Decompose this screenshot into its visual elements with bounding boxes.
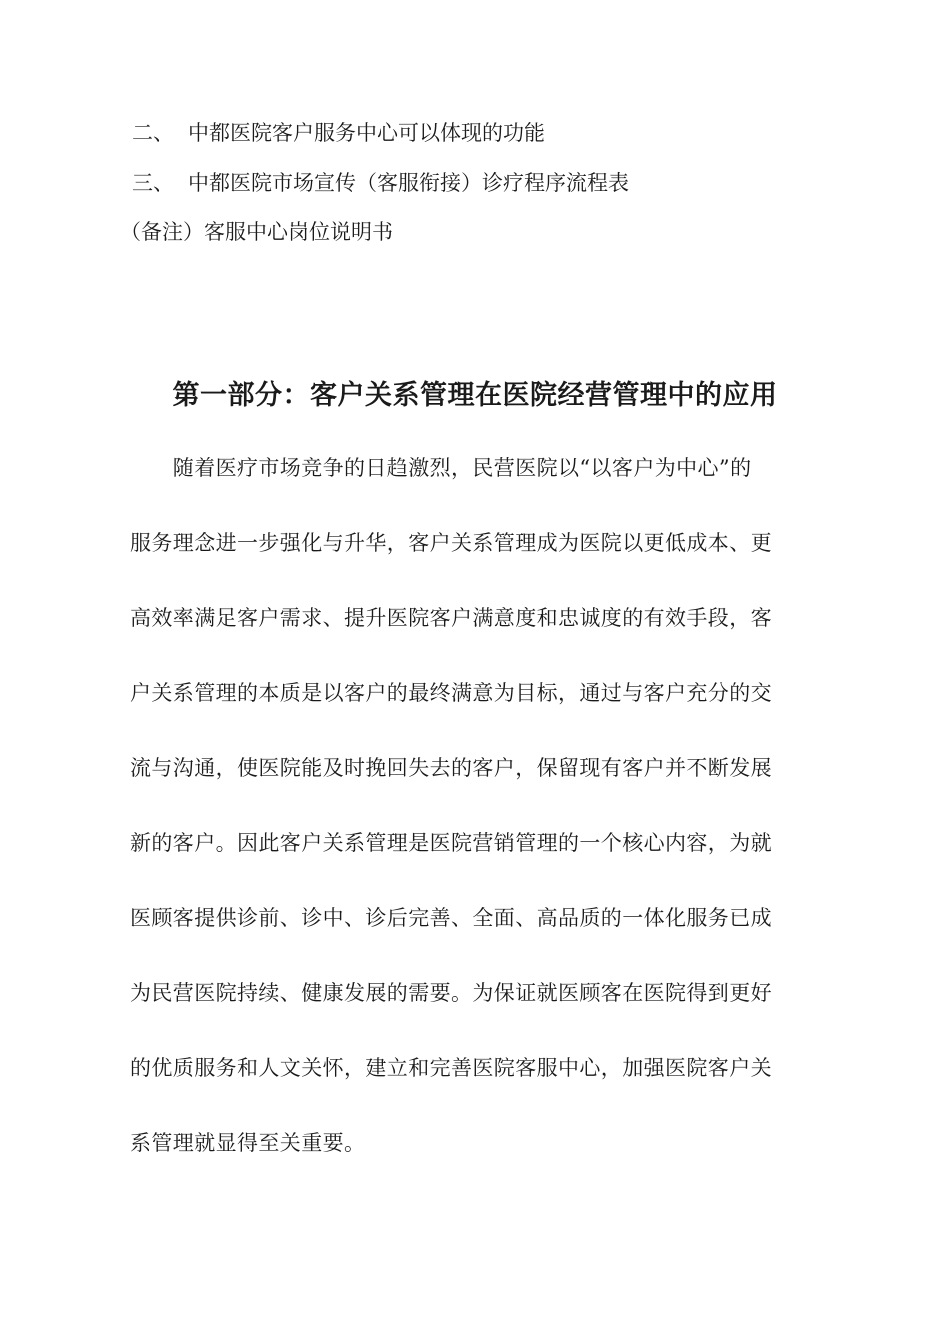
toc-item-text: 中都医院市场宣传（客服衔接）诊疗程序流程表 — [188, 171, 629, 195]
paragraph-line: 户关系管理的本质是以客户的最终满意为目标，通过与客户充分的交 — [130, 681, 772, 705]
paragraph-line: 高效率满足客户需求、提升医院客户满意度和忠诚度的有效手段，客 — [130, 606, 772, 630]
paragraph-line: 流与沟通，使医院能及时挽回失去的客户，保留现有客户并不断发展 — [130, 756, 772, 780]
toc-item-text: 中都医院客户服务中心可以体现的功能 — [188, 121, 545, 145]
toc-item-number: 三、 — [132, 171, 174, 195]
paragraph-line: 为民营医院持续、健康发展的需要。为保证就医顾客在医院得到更好 — [130, 981, 772, 1005]
section-title: 第一部分：客户关系管理在医院经营管理中的应用 — [172, 380, 778, 411]
paragraph-line: 随着医疗市场竞争的日趋激烈，民营医院以“以客户为中心”的 — [130, 456, 752, 480]
paragraph-line: 服务理念进一步强化与升华，客户关系管理成为医院以更低成本、更 — [130, 531, 772, 555]
paragraph-line: 新的客户。因此客户关系管理是医院营销管理的一个核心内容，为就 — [130, 831, 772, 855]
toc-item-number: 二、 — [132, 121, 174, 145]
toc-item — [132, 119, 545, 147]
paragraph-line: 的优质服务和人文关怀，建立和完善医院客服中心，加强医院客户关 — [130, 1056, 772, 1080]
toc-item — [132, 169, 629, 197]
toc-note: （备注）客服中心岗位说明书 — [120, 220, 393, 244]
paragraph-line: 系管理就显得至关重要。 — [130, 1131, 366, 1155]
paragraph-line: 医顾客提供诊前、诊中、诊后完善、全面、高品质的一体化服务已成 — [130, 906, 772, 930]
